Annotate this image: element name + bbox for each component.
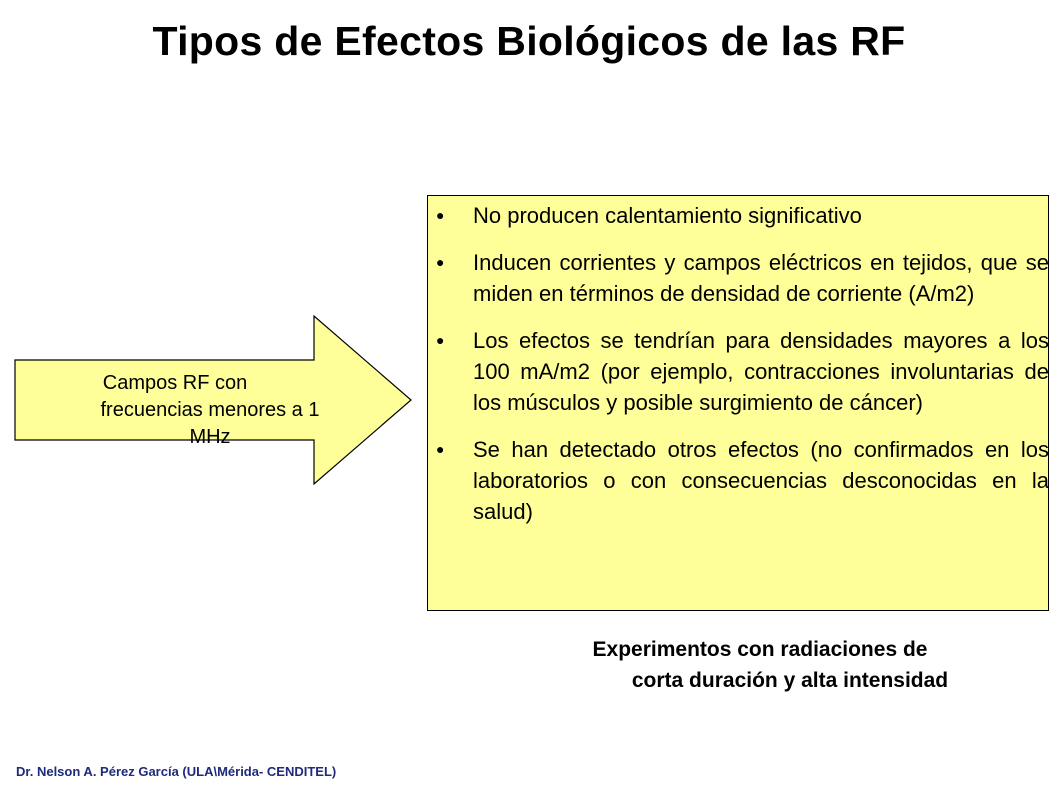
arrow-label-line-1: Campos RF con (102, 372, 248, 394)
list-item: ● Inducen corrientes y campos eléctricos en tejidos, que se miden en términos de densidad de corriente (A/m2) (430, 247, 1049, 309)
bullet-dot-icon: ● (436, 441, 445, 457)
arrow-label-line-3: MHz (189, 426, 231, 448)
bullet-dot-icon: ● (436, 254, 445, 270)
caption-line-1: Experimentos con radiaciones de (592, 638, 928, 661)
bullet-dot-icon: ● (436, 207, 445, 223)
arrow-label (40, 370, 380, 451)
list-item: ● No producen calentamiento significativo (430, 200, 1049, 231)
page-title: Tipos de Efectos Biológicos de las RF (152, 18, 906, 64)
list-item: ● Los efectos se tendrían para densidades mayores a los 100 mA/m2 (por ejemplo, contracciones involuntarias de los músculos y posible surgimiento de cáncer) (430, 325, 1049, 418)
experiments-caption (520, 634, 1000, 696)
arrow-label-line-2: frecuencias menores a 1 (100, 399, 320, 421)
author-footer: Dr. Nelson A. Pérez García (ULA\Mérida- CENDITEL) (16, 764, 337, 779)
caption-line-2: corta duración y alta intensidad (631, 669, 949, 692)
bullet-dot-icon: ● (436, 332, 445, 348)
effects-list (430, 200, 1049, 543)
list-item: ● Se han detectado otros efectos (no confirmados en los laboratorios o con consecuencias desconocidas en la salud) (430, 434, 1049, 527)
